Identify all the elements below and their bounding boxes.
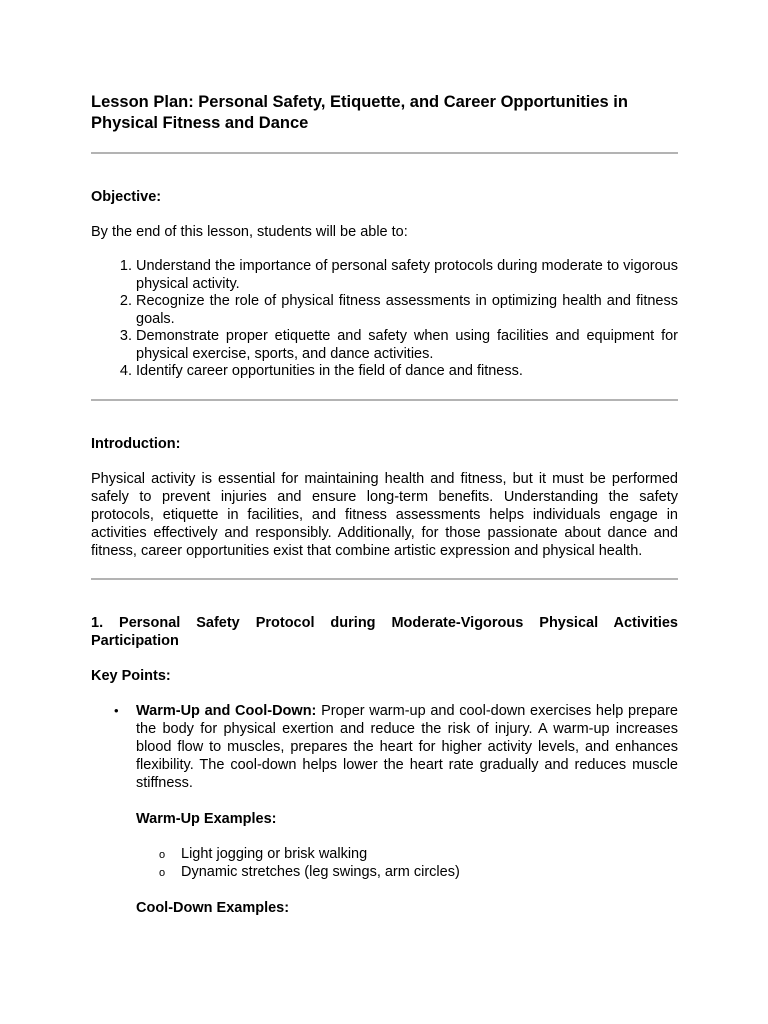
objective-intro: By the end of this lesson, students will be able to: (91, 224, 408, 240)
key-points-heading: Key Points: (91, 667, 171, 684)
circle-bullet-icon: o (159, 866, 166, 879)
document-content (91, 92, 678, 917)
warmup-heading: Warm-Up Examples: (136, 810, 277, 827)
list-item: 4. Identify career opportunities in the field of dance and fitness. (136, 363, 678, 381)
cooldown-heading: Cool-Down Examples: (136, 899, 290, 916)
key-points-list (91, 702, 678, 917)
list-item (159, 863, 678, 881)
section-1-heading: 1. Personal Safety Protocol during Moderate-Vigorous Physical Activities Participation (91, 614, 678, 649)
list-item (159, 845, 678, 863)
list-item (114, 702, 679, 917)
list-item: 1. Understand the importance of personal safety protocols during moderate to vigorous physical activity. (136, 258, 678, 293)
point-text: Proper warm-up and cool-down exercises help prepare the body for physical exertion and reduce the risk of injury. A warm-up increases blood flow to muscles, prepares the heart for higher activity levels, and enhances flexibility. The cool-down helps lower the heart rate gradually and reduces muscle stiffness. (136, 702, 679, 791)
list-item: 2. Recognize the role of physical fitness assessments in optimizing health and fitness goals. (136, 293, 678, 328)
introduction-heading: Introduction: (91, 435, 181, 452)
circle-bullet-icon: o (159, 848, 166, 861)
divider (91, 578, 678, 580)
point-lead: Warm-Up and Cool-Down: (136, 702, 317, 719)
example-text: Light jogging or brisk walking (181, 845, 368, 862)
page-title: Lesson Plan: Personal Safety, Etiquette, and Career Opportunities in Physical Fitness and Dance (91, 93, 628, 132)
warmup-examples-list (136, 845, 678, 881)
bullet-icon: • (114, 702, 119, 718)
objectives-list (91, 258, 678, 381)
divider (91, 152, 678, 154)
introduction-body: Physical activity is essential for maintaining health and fitness, but it must be performed safely to prevent injuries and ensure long-term benefits. Understanding the safety protocols, etiquette in facilities, and fitness assessments helps individuals engage in activities effectively and responsibly. Additionally, for those passionate about dance and fitness, career opportunities exist that combine artistic expression and physical health. (91, 470, 678, 559)
objective-heading: Objective: (91, 189, 162, 205)
list-item: 3. Demonstrate proper etiquette and safety when using facilities and equipment for physical exercise, sports, and dance activities. (136, 328, 678, 363)
example-text: Dynamic stretches (leg swings, arm circles) (181, 863, 460, 880)
divider (91, 399, 678, 401)
